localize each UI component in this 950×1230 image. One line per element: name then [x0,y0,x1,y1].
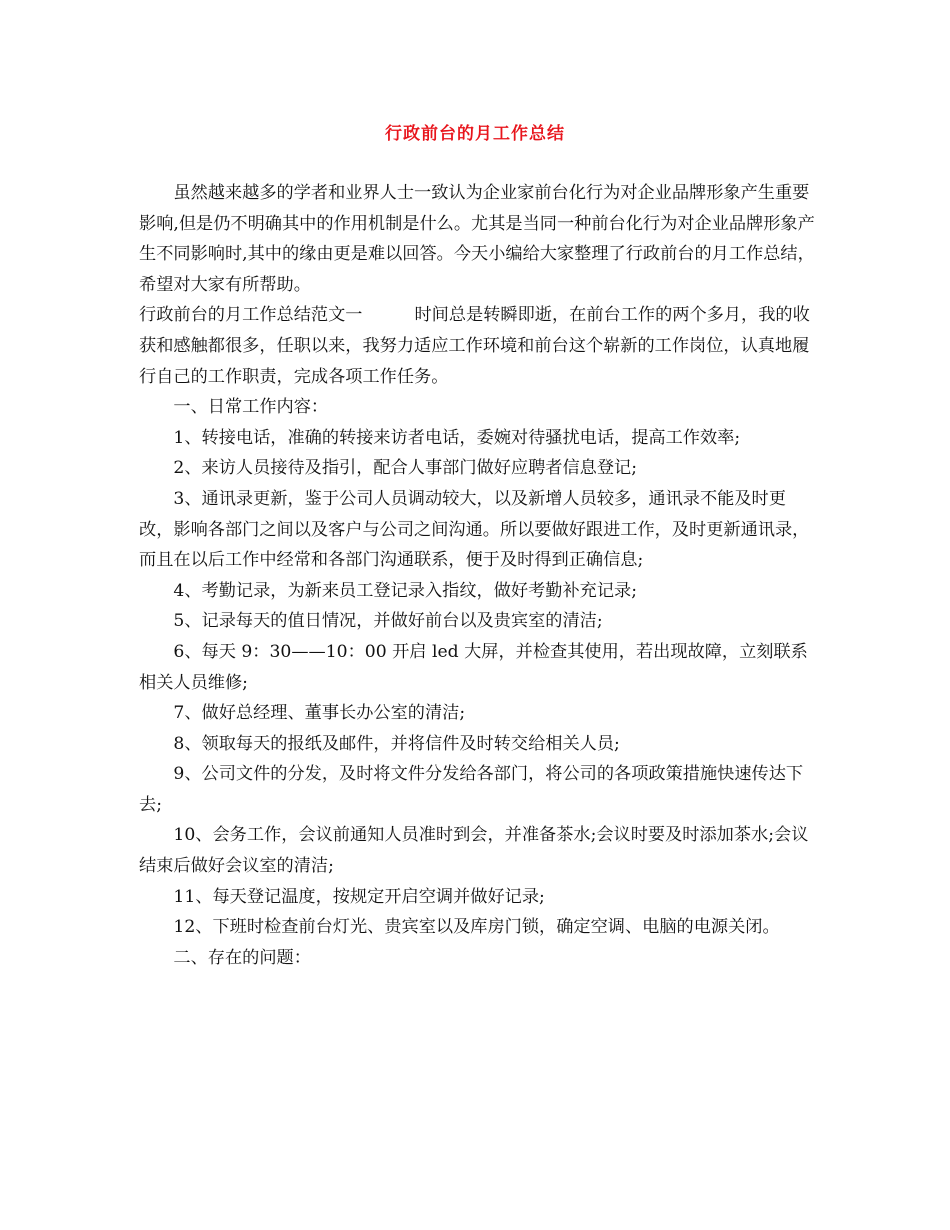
sample-paragraph [139,300,819,392]
list-item: 11、每天登记温度，按规定开启空调并做好记录; [173,886,545,907]
intro-paragraph: 虽然越来越多的学者和业界人士一致认为企业家前台化行为对企业品牌形象产生重要影响,但是仍不明确其中的作用机制是什么。尤其是当同一种前台化行为对企业品牌形象产生不同影响时,其中的缘由更是难以回答。今天小编给大家整理了行政前台的月工作总结，希望对大家有所帮助。 [139,183,815,295]
list-item: 8、领取每天的报纸及邮件，并将信件及时转交给相关人员; [173,733,620,754]
list-item: 4、考勤记录，为新来员工登记录入指纹，做好考勤补充记录; [173,580,637,601]
section-heading-problems: 二、存在的问题： [173,947,311,968]
sample-first-paragraph: 时间总是转瞬即逝，在前台工作的两个多月，我的收获和感触都很多，任职以来，我努力适应工作环境和前台这个崭新的工作岗位，认真地履行自己的工作职责，完成各项工作任务。 [139,305,810,387]
list-item: 7、做好总经理、董事长办公室的清洁; [173,703,466,724]
list-item: 3、通讯录更新，鉴于公司人员调动较大，以及新增人员较多，通讯录不能及时更改，影响各部门之间以及客户与公司之间沟通。所以要做好跟进工作，及时更新通讯录，而且在以后工作中经常和各部门沟通联系，便于及时得到正确信息; [139,488,810,571]
section-heading-daily-work: 一、日常工作内容： [173,397,329,418]
list-item: 1、转接电话，准确的转接来访者电话，委婉对待骚扰电话，提高工作效率; [173,427,741,448]
sample-heading: 行政前台的月工作总结范文一 [139,305,363,326]
document-title: 行政前台的月工作总结 [385,124,565,144]
list-item: 10、会务工作，会议前通知人员准时到会，并准备茶水;会议时要及时添加茶水;会议结束后做好会议室的清洁; [139,825,809,877]
list-item: 6、每天 9：30——10：00 开启 led 大屏，并检查其使用，若出现故障，立刻联系相关人员维修; [139,641,808,693]
list-item: 9、公司文件的分发，及时将文件分发给各部门，将公司的各项政策措施快速传达下去; [139,764,804,815]
document-body [139,178,819,973]
list-item: 2、来访人员接待及指引，配合人事部门做好应聘者信息登记; [173,458,637,479]
list-item: 12、下班时检查前台灯光、贵宾室以及库房门锁，确定空调、电脑的电源关闭。 [173,917,780,938]
list-item: 5、记录每天的值日情况，并做好前台以及贵宾室的清洁; [173,611,603,632]
